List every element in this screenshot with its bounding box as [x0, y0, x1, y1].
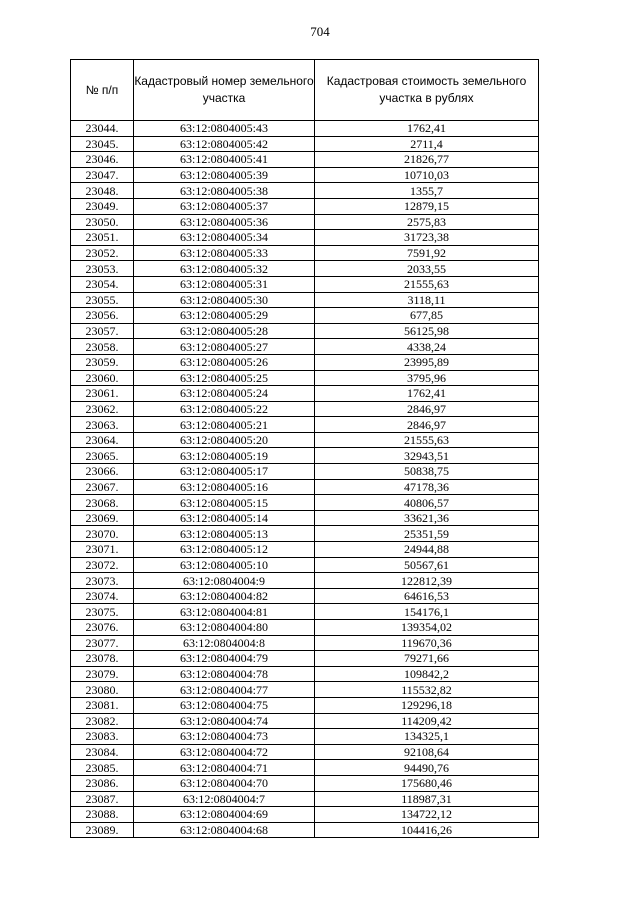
cadastral-value-cell: 114209,42 — [315, 713, 539, 729]
cadastral-value-cell: 92108,64 — [315, 744, 539, 760]
table-row — [71, 744, 539, 760]
cadastral-value-cell: 24944,88 — [315, 542, 539, 558]
table-row — [71, 198, 539, 214]
row-number-cell: 23069. — [71, 510, 134, 526]
cadastral-number-cell: 63:12:0804004:77 — [134, 682, 315, 698]
cadastral-value-cell: 21555,63 — [315, 432, 539, 448]
row-number-cell: 23083. — [71, 729, 134, 745]
table-row — [71, 464, 539, 480]
cadastral-value-cell: 4338,24 — [315, 339, 539, 355]
cadastral-number-cell: 63:12:0804005:41 — [134, 152, 315, 168]
row-number-cell: 23060. — [71, 370, 134, 386]
row-number-cell: 23044. — [71, 121, 134, 137]
table-row — [71, 370, 539, 386]
table-row — [71, 620, 539, 636]
cadastral-number-cell: 63:12:0804004:72 — [134, 744, 315, 760]
table-row — [71, 121, 539, 137]
row-number-cell: 23057. — [71, 323, 134, 339]
table-row — [71, 713, 539, 729]
row-number-cell: 23045. — [71, 136, 134, 152]
table-row — [71, 136, 539, 152]
row-number-cell: 23059. — [71, 354, 134, 370]
row-number-cell: 23072. — [71, 557, 134, 573]
row-number-cell: 23073. — [71, 573, 134, 589]
table-row — [71, 604, 539, 620]
table-row — [71, 775, 539, 791]
cadastral-number-cell: 63:12:0804005:14 — [134, 510, 315, 526]
table-row — [71, 339, 539, 355]
cadastral-value-cell: 1762,41 — [315, 121, 539, 137]
table-row — [71, 214, 539, 230]
row-number-cell: 23080. — [71, 682, 134, 698]
row-number-cell: 23076. — [71, 620, 134, 636]
row-number-cell: 23086. — [71, 775, 134, 791]
row-number-cell: 23056. — [71, 308, 134, 324]
cadastral-value-cell: 2846,97 — [315, 417, 539, 433]
row-number-cell: 23089. — [71, 822, 134, 838]
cadastral-value-cell: 129296,18 — [315, 697, 539, 713]
table-row — [71, 666, 539, 682]
table-row — [71, 588, 539, 604]
cadastral-number-cell: 63:12:0804005:13 — [134, 526, 315, 542]
header-row-number: № п/п — [71, 60, 134, 121]
table-row — [71, 230, 539, 246]
cadastral-number-cell: 63:12:0804004:69 — [134, 807, 315, 823]
header-row — [71, 60, 539, 121]
cadastral-number-cell: 63:12:0804005:22 — [134, 401, 315, 417]
cadastral-number-cell: 63:12:0804005:29 — [134, 308, 315, 324]
row-number-cell: 23081. — [71, 697, 134, 713]
row-number-cell: 23061. — [71, 386, 134, 402]
cadastral-value-cell: 122812,39 — [315, 573, 539, 589]
row-number-cell: 23087. — [71, 791, 134, 807]
cadastral-value-cell: 21555,63 — [315, 276, 539, 292]
table-row — [71, 542, 539, 558]
cadastral-number-cell: 63:12:0804005:30 — [134, 292, 315, 308]
cadastral-value-cell: 47178,36 — [315, 479, 539, 495]
row-number-cell: 23050. — [71, 214, 134, 230]
table-row — [71, 573, 539, 589]
cadastral-number-cell: 63:12:0804005:33 — [134, 245, 315, 261]
table-row — [71, 729, 539, 745]
cadastral-number-cell: 63:12:0804004:80 — [134, 620, 315, 636]
table-row — [71, 697, 539, 713]
table-row — [71, 183, 539, 199]
cadastral-value-cell: 115532,82 — [315, 682, 539, 698]
table-row — [71, 791, 539, 807]
table-row — [71, 479, 539, 495]
row-number-cell: 23046. — [71, 152, 134, 168]
row-number-cell: 23079. — [71, 666, 134, 682]
cadastral-value-cell: 104416,26 — [315, 822, 539, 838]
row-number-cell: 23070. — [71, 526, 134, 542]
row-number-cell: 23078. — [71, 651, 134, 667]
table-body — [71, 121, 539, 838]
row-number-cell: 23049. — [71, 198, 134, 214]
row-number-cell: 23053. — [71, 261, 134, 277]
cadastral-number-cell: 63:12:0804005:25 — [134, 370, 315, 386]
row-number-cell: 23075. — [71, 604, 134, 620]
row-number-cell: 23054. — [71, 276, 134, 292]
cadastral-value-cell: 79271,66 — [315, 651, 539, 667]
table-row — [71, 308, 539, 324]
cadastral-number-cell: 63:12:0804004:7 — [134, 791, 315, 807]
cadastral-number-cell: 63:12:0804005:21 — [134, 417, 315, 433]
row-number-cell: 23064. — [71, 432, 134, 448]
cadastral-number-cell: 63:12:0804005:43 — [134, 121, 315, 137]
cadastral-value-cell: 1355,7 — [315, 183, 539, 199]
table-row — [71, 432, 539, 448]
row-number-cell: 23067. — [71, 479, 134, 495]
cadastral-number-cell: 63:12:0804004:79 — [134, 651, 315, 667]
table-row — [71, 510, 539, 526]
cadastral-value-cell: 119670,36 — [315, 635, 539, 651]
row-number-cell: 23052. — [71, 245, 134, 261]
cadastral-value-cell: 109842,2 — [315, 666, 539, 682]
cadastral-value-table — [70, 59, 539, 838]
table-row — [71, 495, 539, 511]
cadastral-value-cell: 118987,31 — [315, 791, 539, 807]
cadastral-number-cell: 63:12:0804005:28 — [134, 323, 315, 339]
cadastral-value-cell: 2033,55 — [315, 261, 539, 277]
header-cadastral-number: Кадастровый номер земельного участка — [134, 60, 315, 121]
table-row — [71, 152, 539, 168]
table-row — [71, 557, 539, 573]
cadastral-number-cell: 63:12:0804004:8 — [134, 635, 315, 651]
row-number-cell: 23066. — [71, 464, 134, 480]
cadastral-value-cell: 12879,15 — [315, 198, 539, 214]
cadastral-number-cell: 63:12:0804005:42 — [134, 136, 315, 152]
cadastral-number-cell: 63:12:0804004:71 — [134, 760, 315, 776]
table-row — [71, 354, 539, 370]
cadastral-value-cell: 7591,92 — [315, 245, 539, 261]
cadastral-number-cell: 63:12:0804004:70 — [134, 775, 315, 791]
table-row — [71, 682, 539, 698]
table-row — [71, 651, 539, 667]
table-row — [71, 167, 539, 183]
row-number-cell: 23068. — [71, 495, 134, 511]
cadastral-number-cell: 63:12:0804005:34 — [134, 230, 315, 246]
table-row — [71, 276, 539, 292]
cadastral-value-cell: 134722,12 — [315, 807, 539, 823]
cadastral-number-cell: 63:12:0804005:15 — [134, 495, 315, 511]
table-row — [71, 292, 539, 308]
cadastral-value-cell: 677,85 — [315, 308, 539, 324]
cadastral-number-cell: 63:12:0804004:68 — [134, 822, 315, 838]
cadastral-value-cell: 56125,98 — [315, 323, 539, 339]
table-header — [71, 60, 539, 121]
cadastral-value-cell: 33621,36 — [315, 510, 539, 526]
row-number-cell: 23058. — [71, 339, 134, 355]
row-number-cell: 23074. — [71, 588, 134, 604]
header-cadastral-value: Кадастровая стоимость земельного участка в рублях — [315, 60, 539, 121]
cadastral-number-cell: 63:12:0804004:74 — [134, 713, 315, 729]
cadastral-number-cell: 63:12:0804005:32 — [134, 261, 315, 277]
table-row — [71, 261, 539, 277]
table-row — [71, 323, 539, 339]
table-row — [71, 401, 539, 417]
cadastral-value-cell: 32943,51 — [315, 448, 539, 464]
cadastral-value-cell: 21826,77 — [315, 152, 539, 168]
cadastral-number-cell: 63:12:0804005:20 — [134, 432, 315, 448]
row-number-cell: 23084. — [71, 744, 134, 760]
cadastral-number-cell: 63:12:0804005:36 — [134, 214, 315, 230]
cadastral-number-cell: 63:12:0804005:37 — [134, 198, 315, 214]
cadastral-value-cell: 40806,57 — [315, 495, 539, 511]
cadastral-value-cell: 175680,46 — [315, 775, 539, 791]
table-row — [71, 245, 539, 261]
cadastral-value-cell: 154176,1 — [315, 604, 539, 620]
row-number-cell: 23077. — [71, 635, 134, 651]
cadastral-value-cell: 3795,96 — [315, 370, 539, 386]
table-row — [71, 807, 539, 823]
cadastral-value-cell: 2846,97 — [315, 401, 539, 417]
cadastral-number-cell: 63:12:0804005:10 — [134, 557, 315, 573]
row-number-cell: 23047. — [71, 167, 134, 183]
table-row — [71, 448, 539, 464]
table-row — [71, 526, 539, 542]
table-row — [71, 635, 539, 651]
cadastral-number-cell: 63:12:0804004:9 — [134, 573, 315, 589]
cadastral-number-cell: 63:12:0804005:26 — [134, 354, 315, 370]
cadastral-number-cell: 63:12:0804004:75 — [134, 697, 315, 713]
cadastral-number-cell: 63:12:0804004:82 — [134, 588, 315, 604]
row-number-cell: 23065. — [71, 448, 134, 464]
cadastral-number-cell: 63:12:0804004:78 — [134, 666, 315, 682]
row-number-cell: 23062. — [71, 401, 134, 417]
cadastral-value-cell: 139354,02 — [315, 620, 539, 636]
row-number-cell: 23063. — [71, 417, 134, 433]
row-number-cell: 23088. — [71, 807, 134, 823]
cadastral-number-cell: 63:12:0804005:17 — [134, 464, 315, 480]
table-row — [71, 417, 539, 433]
cadastral-value-cell: 2711,4 — [315, 136, 539, 152]
cadastral-value-cell: 23995,89 — [315, 354, 539, 370]
table-row — [71, 386, 539, 402]
cadastral-number-cell: 63:12:0804005:12 — [134, 542, 315, 558]
cadastral-value-cell: 3118,11 — [315, 292, 539, 308]
row-number-cell: 23082. — [71, 713, 134, 729]
cadastral-value-cell: 25351,59 — [315, 526, 539, 542]
cadastral-number-cell: 63:12:0804004:81 — [134, 604, 315, 620]
cadastral-value-cell: 10710,03 — [315, 167, 539, 183]
row-number-cell: 23071. — [71, 542, 134, 558]
cadastral-number-cell: 63:12:0804005:38 — [134, 183, 315, 199]
cadastral-number-cell: 63:12:0804004:73 — [134, 729, 315, 745]
table-row — [71, 760, 539, 776]
cadastral-number-cell: 63:12:0804005:27 — [134, 339, 315, 355]
cadastral-value-cell: 50567,61 — [315, 557, 539, 573]
cadastral-number-cell: 63:12:0804005:31 — [134, 276, 315, 292]
table-row — [71, 822, 539, 838]
cadastral-value-cell: 64616,53 — [315, 588, 539, 604]
cadastral-number-cell: 63:12:0804005:39 — [134, 167, 315, 183]
cadastral-value-cell: 134325,1 — [315, 729, 539, 745]
cadastral-value-cell: 94490,76 — [315, 760, 539, 776]
cadastral-number-cell: 63:12:0804005:19 — [134, 448, 315, 464]
row-number-cell: 23085. — [71, 760, 134, 776]
cadastral-value-cell: 2575,83 — [315, 214, 539, 230]
row-number-cell: 23055. — [71, 292, 134, 308]
cadastral-value-cell: 50838,75 — [315, 464, 539, 480]
cadastral-number-cell: 63:12:0804005:24 — [134, 386, 315, 402]
cadastral-value-cell: 31723,38 — [315, 230, 539, 246]
row-number-cell: 23051. — [71, 230, 134, 246]
row-number-cell: 23048. — [71, 183, 134, 199]
page-number: 704 — [310, 24, 330, 39]
cadastral-number-cell: 63:12:0804005:16 — [134, 479, 315, 495]
cadastral-value-cell: 1762,41 — [315, 386, 539, 402]
